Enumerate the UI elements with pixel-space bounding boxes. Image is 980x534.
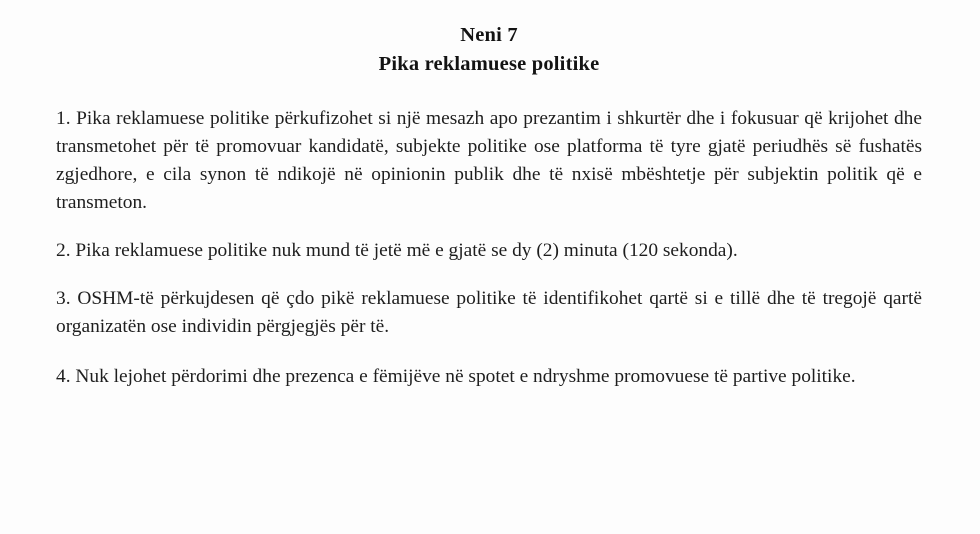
paragraph-2: 2. Pika reklamuese politike nuk mund të jetë më e gjatë se dy (2) minuta (120 sekonda). <box>56 240 738 262</box>
paragraph-4: 4. Nuk lejohet përdorimi dhe prezenca e fëmijëve në spotet e ndryshme promovuese të partive politike. <box>56 366 856 388</box>
article-number-heading: Neni 7 <box>460 24 518 46</box>
page-bottom-whitespace <box>56 391 922 501</box>
article-body <box>56 105 922 391</box>
paragraph-1: 1. Pika reklamuese politike përkufizohet si një mesazh apo prezantim i shkurtër dhe i fokusuar që krijohet dhe transmetohet për të promovuar kandidatë, subjekte politike ose platforma të tyre gjatë periudhës së fushatës zgjedhore, e cila synon të ndikojë në opinionin publik dhe të nxisë mbështetje për subjektin politik që e transmeton. <box>56 108 922 214</box>
article-heading-block <box>56 22 922 78</box>
paragraph-3: 3. OSHM-të përkujdesen që çdo pikë reklamuese politike të identifikohet qartë si e tillë dhe të tregojë qartë organizatën ose individin përgjegjës për të. <box>56 288 922 338</box>
article-title-heading: Pika reklamuese politike <box>378 53 600 76</box>
